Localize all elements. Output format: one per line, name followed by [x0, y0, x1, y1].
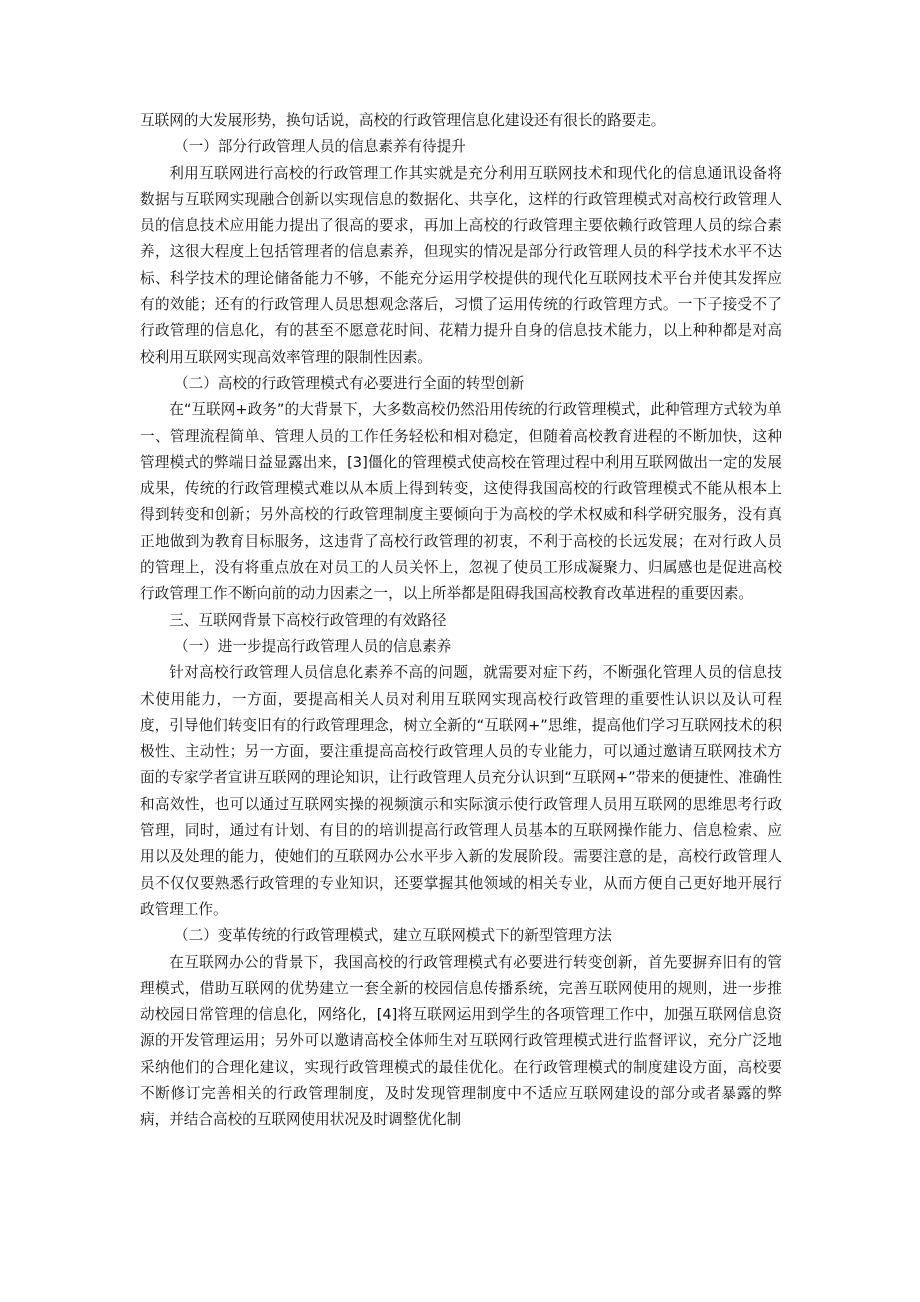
paragraph-management-mode: 在“互联网+政务”的大背景下，大多数高校仍然沿用传统的行政管理模式，此种管理方式较为单一、管理流程简单、管理人员的工作任务轻松和相对稳定，但随着高校教育进程的不断加快，这种管理模式的弊端日益显露出来，[3]僵化的管理模式使高校在管理过程中利用互联网做出一定的发展成果，传统的行政管理模式难以从本质上得到转变，这使得我国高校的行政管理模式不能从根本上得到转变和创新；另外高校的行政管理制度主要倾向于为高校的学术权威和科学研究服务，没有真正地做到为教育目标服务，这违背了高校行政管理的初衷，不利于高校的长远发展；在对行政人员的管理上，没有将重点放在对员工的人员关怀上，忽视了使员工形成凝聚力、归属感也是促进高校行政管理工作不断向前的动力因素之一，以上所举都是阻碍我国高校教育改革进程的重要因素。 — [140, 401, 782, 603]
paragraph-improve-literacy: 针对高校行政管理人员信息化素养不高的问题，就需要对症下药，不断强化管理人员的信息技术使用能力，一方面，要提高相关人员对利用互联网实现高校行政管理的重要性认识以及认可程度，引导他们转变旧有的行政管理理念，树立全新的“互联网+”思维，提高他们学习互联网技术的积极性、主动性；另一方面，要注重提高高校行政管理人员的专业能力，可以通过邀请互联网技术方面的专家学者宣讲互联网的理论知识，让行政管理人员充分认识到“互联网+”带来的便捷性、准确性和高效性，也可以通过互联网实操的视频演示和实际演示使行政管理人员用互联网的思维思考行政管理，同时，通过有计划、有目的的培训提高行政管理人员基本的互联网操作能力、信息检索、应用以及处理的能力，使她们的互联网办公水平步入新的发展阶段。需要注意的是，高校行政管理人员不仅仅要熟悉行政管理的专业知识，还要掌握其他领域的相关专业，从而方便自己更好地开展行政管理工作。 — [140, 664, 782, 918]
document-page — [140, 108, 782, 1134]
section-heading-2: （二）高校的行政管理模式有必要进行全面的转型创新 — [174, 374, 525, 392]
section-heading-3-2: （二）变革传统的行政管理模式，建立互联网模式下的新型管理方法 — [174, 927, 612, 945]
paragraph-information-literacy: 利用互联网进行高校的行政管理工作其实就是充分利用互联网技术和现代化的信息通讯设备将数据与互联网实现融合创新以实现信息的数据化、共享化，这样的行政管理模式对高校行政管理人员的信息技术应用能力提出了很高的要求，再加上高校的行政管理主要依赖行政管理人员的综合素养，这很大程度上包括管理者的信息素养，但现实的情况是部分行政管理人员的科学技术水平不达标、科学技术的理论储备能力不够，不能充分运用学校提供的现代化互联网技术平台并使其发挥应有的效能；还有的行政管理人员思想观念落后，习惯了运用传统的行政管理方式。一下子接受不了行政管理的信息化，有的甚至不愿意花时间、花精力提升自身的信息技术能力，以上种种都是对高校利用互联网实现高效率管理的限制性因素。 — [140, 164, 782, 366]
paragraph-new-management-method: 在互联网办公的背景下，我国高校的行政管理模式有必要进行转变创新，首先要摒弃旧有的管理模式，借助互联网的优势建立一套全新的校园信息传播系统，完善互联网使用的规则，进一步推动校园日常管理的信息化，网络化，[4]将互联网运用到学生的各项管理工作中，加强互联网信息资源的开发管理运用；另外可以邀请高校全体师生对互联网行政管理模式进行监督评议，充分广泛地采纳他们的合理化建议，实现行政管理模式的最佳优化。在行政管理模式的制度建设方面，高校要不断修订完善相关的行政管理制度，及时发现管理制度中不适应互联网建设的部分或者暴露的弊病，并结合高校的互联网使用状况及时调整优化制 — [140, 953, 782, 1129]
paragraph-continuation: 互联网的大发展形势，换句话说，高校的行政管理信息化建设还有很长的路要走。 — [140, 112, 666, 129]
section-heading-1: （一）部分行政管理人员的信息素养有待提升 — [174, 138, 466, 156]
chapter-heading-3: 三、互联网背景下高校行政管理的有效路径 — [169, 611, 447, 629]
section-heading-3-1: （一）进一步提高行政管理人员的信息素养 — [174, 637, 452, 655]
